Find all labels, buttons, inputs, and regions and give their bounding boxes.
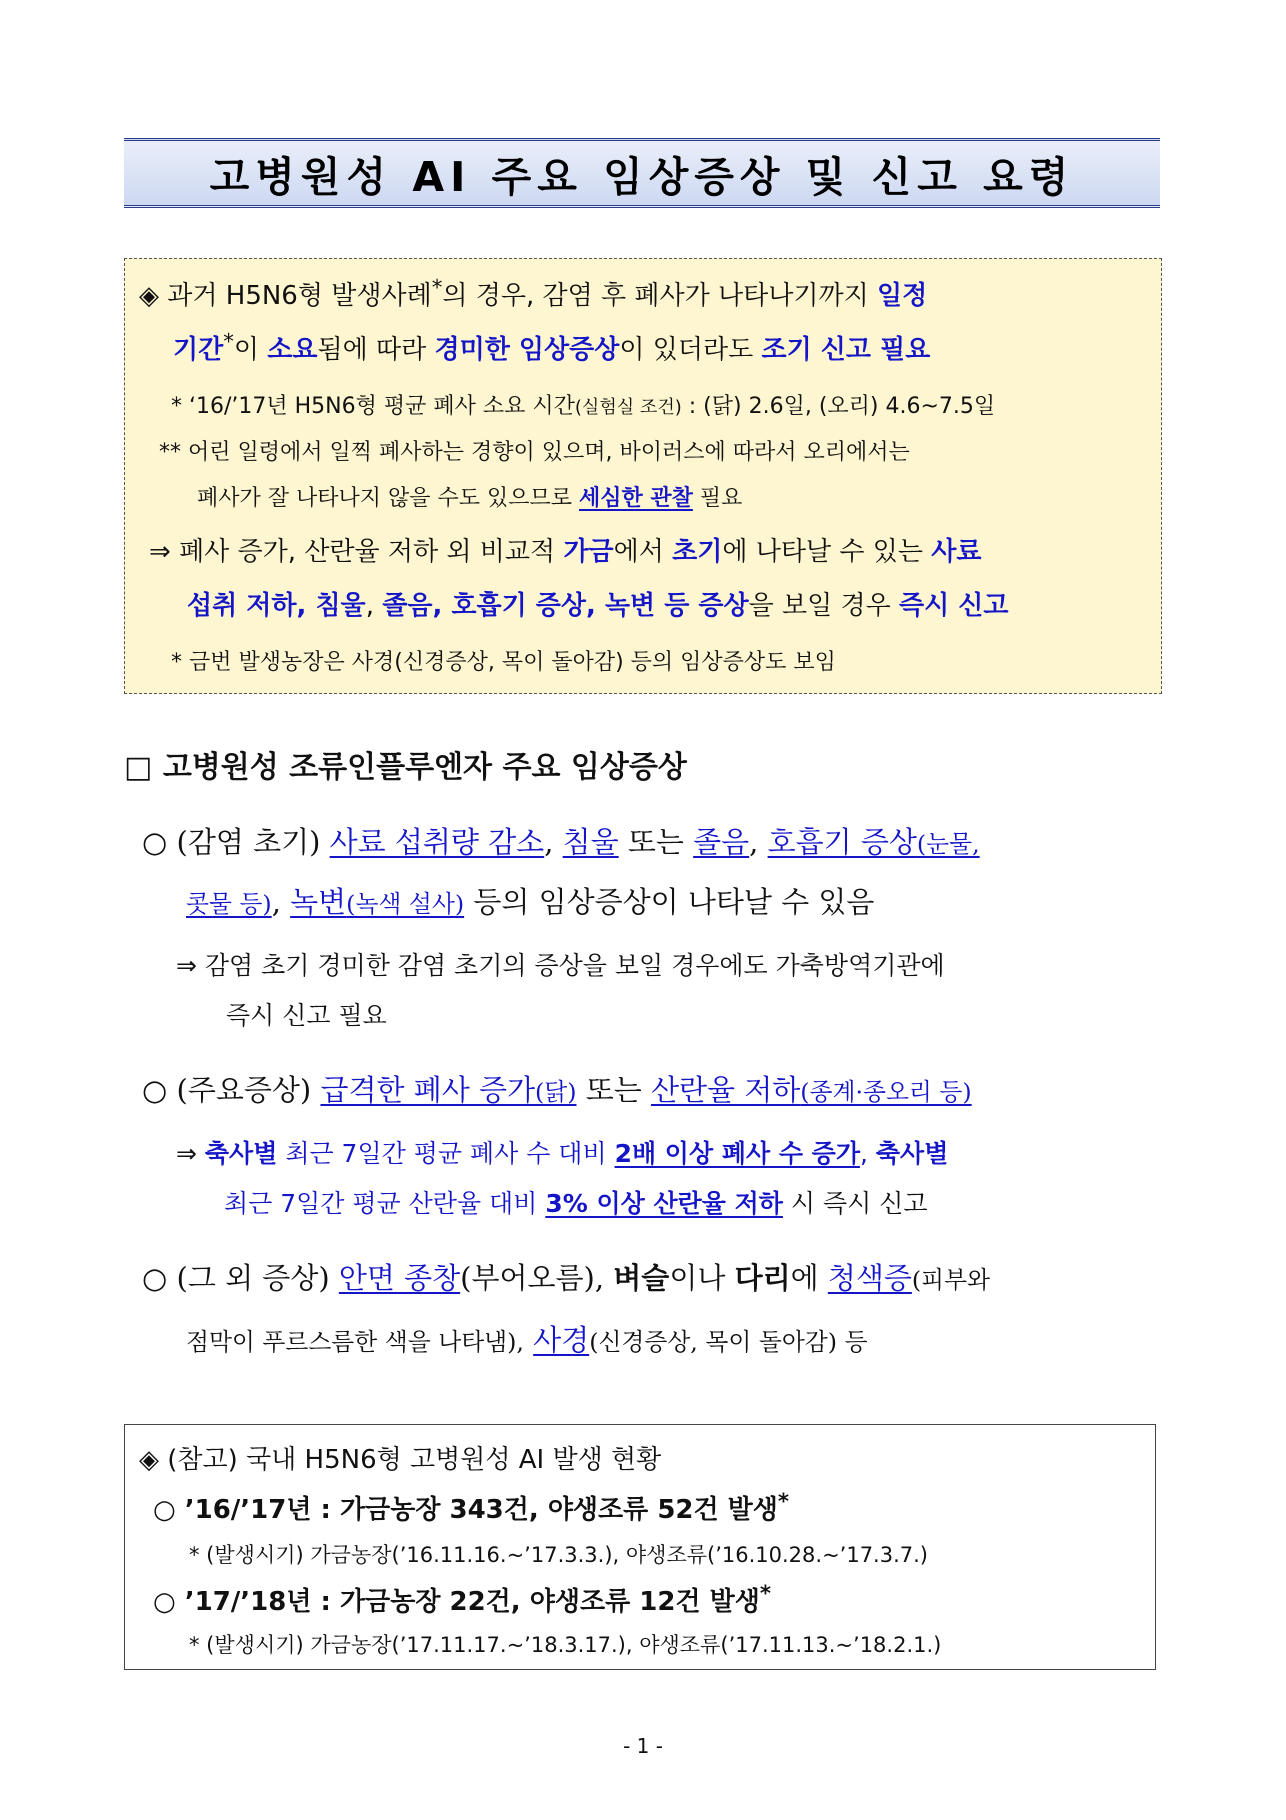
reference-box xyxy=(124,1424,1156,1670)
summary-line-2: 기간*이 소요됨에 따라 경미한 임상증상이 있더라도 조기 신고 필요 xyxy=(173,329,931,365)
document-title xyxy=(124,138,1160,208)
item-early-note-cont: 즉시 신고 필요 xyxy=(226,1001,387,1030)
reference-item-1: ○ ’16/’17년 : 가금농장 343건, 야생조류 52건 발생* xyxy=(153,1489,790,1525)
summary-note-4: * 금번 발생농장은 사경(신경증상, 목이 돌아감) 등의 임상증상도 보임 xyxy=(171,650,836,675)
circle-bullet-icon: ○ xyxy=(153,1495,176,1525)
summary-line-3: ⇒ 폐사 증가, 산란율 저하 외 비교적 가금에서 초기에 나타날 수 있는 사료 xyxy=(149,537,982,567)
item-early-infection-cont: 콧물 등), 녹변(녹색 설사) 등의 임상증상이 나타날 수 있음 xyxy=(186,885,875,919)
item-other-symptoms-cont: 점막이 푸르스름한 색을 나타냄), 사경(신경증상, 목이 돌아감) 등 xyxy=(186,1323,868,1357)
arrow-icon: ⇒ xyxy=(176,1139,197,1168)
item-early-infection: ○ (감염 초기) 사료 섭취량 감소, 침울 또는 졸음, 호흡기 증상(눈물, xyxy=(142,825,980,859)
circle-bullet-icon: ○ xyxy=(142,1073,168,1107)
reference-note-1: * (발생시기) 가금농장(’16.11.16.~’17.3.3.), 야생조류(’16.10.28.~’17.3.7.) xyxy=(189,1543,929,1567)
reference-item-2: ○ ’17/’18년 : 가금농장 22건, 야생조류 12건 발생* xyxy=(153,1581,771,1617)
reference-heading: ◈ (참고) 국내 H5N6형 고병원성 AI 발생 현황 xyxy=(139,1445,662,1475)
summary-line-1: ◈ 과거 H5N6형 발생사례*의 경우, 감염 후 폐사가 나타나기까지 일정 xyxy=(139,275,928,311)
page-number: - 1 - xyxy=(623,1734,663,1758)
item-early-note: ⇒ 감염 초기 경미한 감염 초기의 증상을 보일 경우에도 가축방역기관에 xyxy=(176,951,945,980)
item-main-note: ⇒ 축사별 최근 7일간 평균 폐사 수 대비 2배 이상 폐사 수 증가, 축사별 xyxy=(176,1139,949,1168)
arrow-icon: ⇒ xyxy=(149,537,171,567)
diamond-bullet-icon: ◈ xyxy=(139,281,159,311)
summary-box xyxy=(124,258,1162,694)
item-main-symptoms: ○ (주요증상) 급격한 폐사 증가(닭) 또는 산란율 저하(종계·종오리 등) xyxy=(142,1073,972,1107)
summary-note-1: * ‘16/’17년 H5N6형 평균 폐사 소요 시간(실험실 조건) : (닭) 2.6일, (오리) 4.6~7.5일 xyxy=(171,394,996,419)
item-main-note-cont: 최근 7일간 평균 산란율 대비 3% 이상 산란율 저하 시 즉시 신고 xyxy=(224,1189,928,1218)
section-heading: □ 고병원성 조류인플루엔자 주요 임상증상 xyxy=(124,750,687,785)
square-bullet-icon: □ xyxy=(124,750,153,785)
summary-note-3: 폐사가 잘 나타나지 않을 수도 있으므로 세심한 관찰 필요 xyxy=(197,486,743,511)
reference-note-2: * (발생시기) 가금농장(’17.11.17.~’18.3.17.), 야생조류(’17.11.13.~’18.2.1.) xyxy=(189,1633,942,1657)
item-other-symptoms: ○ (그 외 증상) 안면 종창(부어오름), 벼슬이나 다리에 청색증(피부와 xyxy=(142,1261,991,1295)
title-text: 고병원성 AI 주요 임상증상 및 신고 요령 xyxy=(209,152,1075,201)
circle-bullet-icon: ○ xyxy=(142,825,168,859)
circle-bullet-icon: ○ xyxy=(153,1587,176,1617)
summary-note-2: ** 어린 일령에서 일찍 폐사하는 경향이 있으며, 바이러스에 따라서 오리에서는 xyxy=(159,440,910,465)
summary-line-4: 섭취 저하, 침울, 졸음, 호흡기 증상, 녹변 등 증상을 보일 경우 즉시 신고 xyxy=(187,591,1009,621)
arrow-icon: ⇒ xyxy=(176,951,197,980)
diamond-bullet-icon: ◈ xyxy=(139,1445,159,1475)
circle-bullet-icon: ○ xyxy=(142,1261,168,1295)
